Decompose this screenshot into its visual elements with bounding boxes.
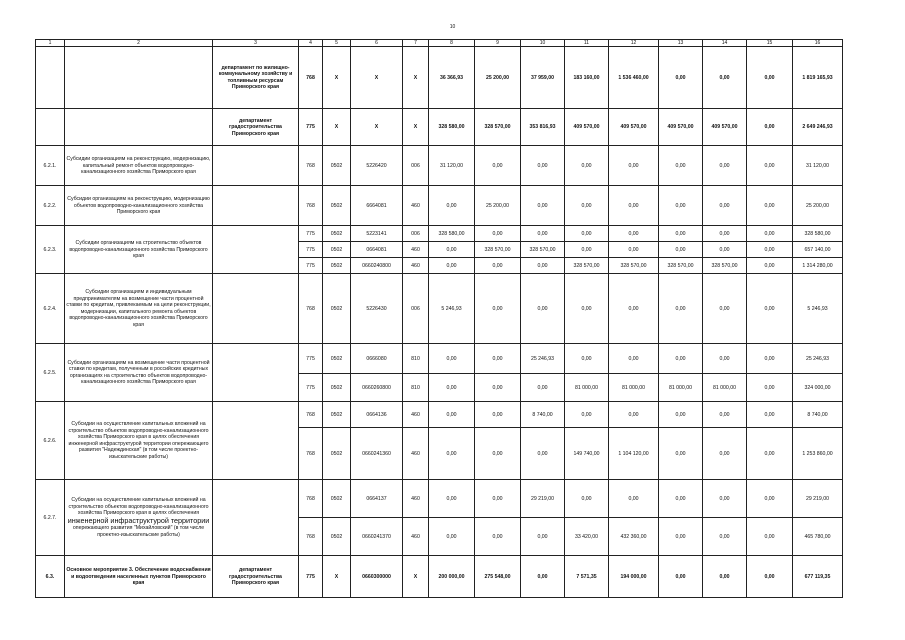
table-cell: 0,00 (609, 480, 659, 518)
table-cell: 328 570,00 (609, 258, 659, 274)
table-cell: 0,00 (703, 344, 747, 374)
table-cell: 0,00 (659, 480, 703, 518)
table-cell: 0,00 (703, 402, 747, 428)
table-cell: 0,00 (475, 258, 521, 274)
table-cell: 0,00 (609, 402, 659, 428)
table-cell: 0660260800 (351, 374, 403, 402)
budget-table (35, 39, 843, 598)
table-cell: 0,00 (475, 344, 521, 374)
table-cell: 5 246,93 (429, 274, 475, 344)
table-cell: X (351, 109, 403, 146)
table-cell: 768 (299, 428, 323, 480)
page-number: 10 (449, 24, 456, 30)
table-cell: X (403, 47, 429, 109)
header-cell: 5 (323, 40, 351, 47)
table-cell: 183 160,00 (565, 47, 609, 109)
table-cell: 0,00 (521, 428, 565, 480)
table-cell: 0,00 (609, 344, 659, 374)
table-cell: 0,00 (429, 480, 475, 518)
header-cell: 1 (36, 40, 65, 47)
header-cell: 3 (213, 40, 299, 47)
table-cell: 775 (299, 226, 323, 242)
table-cell: X (323, 556, 351, 598)
table-cell (213, 226, 299, 274)
table-cell: 0,00 (659, 146, 703, 186)
table-cell: 0,00 (659, 186, 703, 226)
table-cell: 1 819 165,93 (793, 47, 843, 109)
table-cell: 006 (403, 226, 429, 242)
table-cell: 0,00 (429, 518, 475, 556)
table-cell: X (323, 109, 351, 146)
table-cell: 0,00 (747, 274, 793, 344)
table-cell: 0,00 (659, 226, 703, 242)
table-cell: 81 000,00 (565, 374, 609, 402)
header-cell: 14 (703, 40, 747, 47)
table-cell: 0,00 (747, 556, 793, 598)
table-cell: 0,00 (521, 258, 565, 274)
table-cell (36, 109, 65, 146)
table-cell: 460 (403, 186, 429, 226)
table-cell: 149 740,00 (565, 428, 609, 480)
item-name: Субсидии организациям на реконструкцию, модернизацию объектов водопроводно-канализационного хозяйства Приморского края (65, 186, 213, 226)
table-cell: 0,00 (747, 518, 793, 556)
item-number: 6.2.2. (36, 186, 65, 226)
table-cell: 768 (299, 480, 323, 518)
table-cell: 0,00 (659, 402, 703, 428)
table-cell: 0,00 (429, 242, 475, 258)
table-cell: 0502 (323, 518, 351, 556)
item-name: Субсидии организациям и индивидуальным предпринимателям на возмещение части процентной ставки по кредитам, привлекаемым на цели реконструкции, модернизации, капитального ремонта объектов водопроводно-канализационного хозяйства Приморского края (65, 274, 213, 344)
table-cell: 0,00 (747, 242, 793, 258)
table-cell: 25 200,00 (475, 186, 521, 226)
table-cell: 31 120,00 (429, 146, 475, 186)
item-name-part: опережающего развития "Михайловский" (в том числе проектно-изыскательские работы) (72, 525, 205, 538)
table-cell: 1 314 280,00 (793, 258, 843, 274)
table-cell: 0,00 (609, 242, 659, 258)
table-cell: 25 200,00 (793, 186, 843, 226)
table-cell: 37 959,00 (521, 47, 565, 109)
item-name (65, 480, 213, 556)
item-number: 6.2.4. (36, 274, 65, 344)
table-cell: 0,00 (747, 428, 793, 480)
table-cell: 0,00 (659, 274, 703, 344)
table-cell: 0502 (323, 344, 351, 374)
header-cell: 2 (65, 40, 213, 47)
table-cell: 0,00 (747, 480, 793, 518)
table-cell (213, 480, 299, 556)
table-cell: 36 366,93 (429, 47, 475, 109)
table-cell: 006 (403, 274, 429, 344)
table-cell: 775 (299, 344, 323, 374)
table-cell: 1 253 860,00 (793, 428, 843, 480)
header-cell: 6 (351, 40, 403, 47)
item-name: Основное мероприятие 3. Обеспечение водоснабжения и водоотведения населенных пунктов Приморского края (65, 556, 213, 598)
table-cell: 328 580,00 (429, 109, 475, 146)
table-cell: 0664081 (351, 242, 403, 258)
table-cell (213, 186, 299, 226)
table-cell: 328 570,00 (521, 242, 565, 258)
table-cell: X (323, 47, 351, 109)
table-cell: 5223141 (351, 226, 403, 242)
table-cell: 0,00 (703, 480, 747, 518)
table-cell: 328 570,00 (475, 242, 521, 258)
table-cell: 0,00 (703, 47, 747, 109)
table-cell: 0,00 (565, 226, 609, 242)
table-cell: 0502 (323, 402, 351, 428)
table-cell: X (351, 47, 403, 109)
table-row (36, 480, 843, 518)
table-cell: 0,00 (659, 556, 703, 598)
table-row (36, 109, 843, 146)
header-cell: 16 (793, 40, 843, 47)
department-cell: департамент по жилищно-коммунальному хозяйству и топливным ресурсам Приморского края (213, 47, 299, 109)
table-cell: 460 (403, 428, 429, 480)
table-cell: 0,00 (475, 402, 521, 428)
table-cell: 775 (299, 242, 323, 258)
table-row (36, 274, 843, 344)
table-cell: 81 000,00 (659, 374, 703, 402)
table-cell: 0,00 (475, 374, 521, 402)
table-cell: 460 (403, 402, 429, 428)
item-name: Субсидии организациям на строительство объектов водопроводно-канализационного хозяйства Приморского края (65, 226, 213, 274)
table-cell: 0,00 (703, 428, 747, 480)
table-cell: 0,00 (747, 226, 793, 242)
header-cell: 11 (565, 40, 609, 47)
table-cell: 775 (299, 556, 323, 598)
table-cell: 0,00 (703, 146, 747, 186)
table-cell: 0502 (323, 226, 351, 242)
table-cell: 0,00 (747, 47, 793, 109)
table-cell: 0,00 (475, 428, 521, 480)
table-cell: 275 548,00 (475, 556, 521, 598)
table-row (36, 146, 843, 186)
table-cell: 328 580,00 (793, 226, 843, 242)
table-cell: 0,00 (659, 344, 703, 374)
table-cell: 0,00 (429, 344, 475, 374)
table-cell: 810 (403, 344, 429, 374)
table-row (36, 344, 843, 374)
table-cell: 0,00 (475, 146, 521, 186)
table-cell: 5226420 (351, 146, 403, 186)
table-cell: X (403, 109, 429, 146)
table-cell: 0502 (323, 274, 351, 344)
item-name-part: Субсидии на осуществление капитальных вложений на строительство объектов водопроводно-канализационного хозяйства Приморского края в целях обеспечения (68, 497, 209, 517)
table-cell: 0,00 (659, 518, 703, 556)
item-number: 6.2.6. (36, 402, 65, 480)
table-cell: 0,00 (609, 226, 659, 242)
table-cell: 006 (403, 146, 429, 186)
table-cell: 0664137 (351, 480, 403, 518)
table-cell: 0,00 (703, 556, 747, 598)
table-cell: 0,00 (609, 274, 659, 344)
table-cell: 324 000,00 (793, 374, 843, 402)
table-cell: 0,00 (475, 274, 521, 344)
header-cell: 8 (429, 40, 475, 47)
header-cell: 12 (609, 40, 659, 47)
table-cell: 0,00 (521, 186, 565, 226)
table-cell: 0,00 (475, 226, 521, 242)
table-cell: 0,00 (747, 109, 793, 146)
table-cell: 768 (299, 274, 323, 344)
table-cell: 0,00 (747, 402, 793, 428)
department-cell: департамент градостроительства Приморского края (213, 556, 299, 598)
table-cell: 677 119,35 (793, 556, 843, 598)
table-cell: 460 (403, 258, 429, 274)
item-number: 6.2.5. (36, 344, 65, 402)
table-cell: 7 571,35 (565, 556, 609, 598)
table-cell: 6664081 (351, 186, 403, 226)
table-cell: 31 120,00 (793, 146, 843, 186)
table-cell: 0,00 (521, 274, 565, 344)
table-cell: 0,00 (429, 258, 475, 274)
table-cell: 0502 (323, 186, 351, 226)
item-number: 6.3. (36, 556, 65, 598)
table-cell: 460 (403, 242, 429, 258)
table-cell: 0664136 (351, 402, 403, 428)
table-cell: 2 649 246,93 (793, 109, 843, 146)
table-cell: 0,00 (565, 186, 609, 226)
table-cell: 0660241370 (351, 518, 403, 556)
table-cell: 768 (299, 186, 323, 226)
table-cell: 0,00 (703, 226, 747, 242)
table-cell: 0,00 (521, 146, 565, 186)
table-cell: 25 246,93 (793, 344, 843, 374)
table-cell: 0,00 (703, 186, 747, 226)
table-cell: 0502 (323, 428, 351, 480)
table-cell: 432 360,00 (609, 518, 659, 556)
table-cell: 8 740,00 (521, 402, 565, 428)
table-cell: 0,00 (747, 374, 793, 402)
table-cell: 328 570,00 (659, 258, 703, 274)
table-row (36, 186, 843, 226)
table-cell: 0,00 (565, 480, 609, 518)
table-row (36, 556, 843, 598)
header-cell: 7 (403, 40, 429, 47)
table-cell: 768 (299, 47, 323, 109)
table-cell: 29 219,00 (793, 480, 843, 518)
table-cell: 0,00 (609, 146, 659, 186)
header-cell: 15 (747, 40, 793, 47)
table-cell: 0,00 (565, 146, 609, 186)
table-cell (65, 109, 213, 146)
table-cell: 0,00 (565, 242, 609, 258)
table-cell (213, 274, 299, 344)
table-cell: 0,00 (747, 186, 793, 226)
table-cell: 0,00 (609, 186, 659, 226)
table-cell: 409 570,00 (659, 109, 703, 146)
table-cell: 0660300000 (351, 556, 403, 598)
table-cell: 0660241360 (351, 428, 403, 480)
table-cell: 775 (299, 374, 323, 402)
table-cell: 29 219,00 (521, 480, 565, 518)
table-cell: 460 (403, 518, 429, 556)
table-cell: 0,00 (747, 344, 793, 374)
table-cell: 328 580,00 (429, 226, 475, 242)
table-row (36, 402, 843, 428)
table-cell: 0,00 (659, 47, 703, 109)
table-cell: 0,00 (659, 242, 703, 258)
table-cell: 465 780,00 (793, 518, 843, 556)
table-cell: 768 (299, 518, 323, 556)
table-cell: 0,00 (475, 480, 521, 518)
table-row (36, 47, 843, 109)
table-cell: 194 000,00 (609, 556, 659, 598)
table-cell: 328 570,00 (565, 258, 609, 274)
table-cell: 328 570,00 (475, 109, 521, 146)
table-cell: 0,00 (703, 518, 747, 556)
table-cell: 810 (403, 374, 429, 402)
table-cell: 0660240800 (351, 258, 403, 274)
table-cell: 409 570,00 (703, 109, 747, 146)
table-cell: 0,00 (659, 428, 703, 480)
item-number: 6.2.1. (36, 146, 65, 186)
table-cell: 0,00 (747, 258, 793, 274)
table-cell: 0,00 (565, 402, 609, 428)
header-cell: 9 (475, 40, 521, 47)
table-row (36, 226, 843, 242)
table-cell: 0502 (323, 146, 351, 186)
table-cell (213, 344, 299, 402)
table-cell: 81 000,00 (609, 374, 659, 402)
table-cell: 0,00 (521, 518, 565, 556)
item-name-part-enlarged: инженерной инфраструктурой территории (67, 515, 210, 525)
table-cell: 33 420,00 (565, 518, 609, 556)
table-cell: 353 816,93 (521, 109, 565, 146)
table-cell: 328 570,00 (703, 258, 747, 274)
table-cell (36, 47, 65, 109)
table-cell: 200 000,00 (429, 556, 475, 598)
header-cell: 10 (521, 40, 565, 47)
table-cell: 81 000,00 (703, 374, 747, 402)
table-cell: 409 570,00 (565, 109, 609, 146)
table-cell: 5226430 (351, 274, 403, 344)
table-cell: 0502 (323, 242, 351, 258)
table-cell: 775 (299, 258, 323, 274)
table-cell: 0,00 (429, 428, 475, 480)
item-name: Субсидии организациям на реконструкцию, модернизацию, капитальный ремонт объектов водопроводно-канализационного хозяйства Приморского края (65, 146, 213, 186)
table-cell: 1 104 120,00 (609, 428, 659, 480)
table-cell: 0,00 (429, 402, 475, 428)
table-cell: 0,00 (521, 226, 565, 242)
table-cell (213, 402, 299, 480)
table-cell: 0,00 (747, 146, 793, 186)
table-cell: 0502 (323, 258, 351, 274)
table-cell: 25 246,93 (521, 344, 565, 374)
table-cell: 0,00 (475, 518, 521, 556)
table-cell (65, 47, 213, 109)
table-cell: 0,00 (521, 374, 565, 402)
header-row (36, 40, 843, 47)
table-cell: X (403, 556, 429, 598)
table-cell: 768 (299, 402, 323, 428)
item-name: Субсидии на осуществление капитальных вложений на строительство объектов водопроводно-канализационного хозяйства Приморского края в целях обеспечения инженерной инфраструктурой территории опережающего развития "Надеждинская" (в том числе проектно-изыскательские работы) (65, 402, 213, 480)
header-cell: 13 (659, 40, 703, 47)
table-cell: 1 536 460,00 (609, 47, 659, 109)
table-cell: 5 246,93 (793, 274, 843, 344)
table-cell: 775 (299, 109, 323, 146)
table-cell: 0,00 (429, 374, 475, 402)
table-cell: 0,00 (703, 242, 747, 258)
item-number: 6.2.3. (36, 226, 65, 274)
item-number: 6.2.7. (36, 480, 65, 556)
department-cell: департамент градостроительства Приморского края (213, 109, 299, 146)
item-name: Субсидии организациям на возмещение части процентной ставки по кредитам, полученным в российских кредитных организациях на строительство объектов водопроводно-канализационного хозяйства Приморского края (65, 344, 213, 402)
table-cell: 8 740,00 (793, 402, 843, 428)
table-cell: 409 570,00 (609, 109, 659, 146)
table-cell: 0502 (323, 480, 351, 518)
header-cell: 4 (299, 40, 323, 47)
table-cell: 0,00 (565, 274, 609, 344)
table-cell: 0,00 (429, 186, 475, 226)
table-cell: 0502 (323, 374, 351, 402)
table-cell: 657 140,00 (793, 242, 843, 258)
table-cell: 0,00 (703, 274, 747, 344)
table-cell: 0666080 (351, 344, 403, 374)
table-cell: 0,00 (565, 344, 609, 374)
table-cell (213, 146, 299, 186)
table-cell: 25 200,00 (475, 47, 521, 109)
table-cell: 768 (299, 146, 323, 186)
table-cell: 0,00 (521, 556, 565, 598)
table-cell: 460 (403, 480, 429, 518)
